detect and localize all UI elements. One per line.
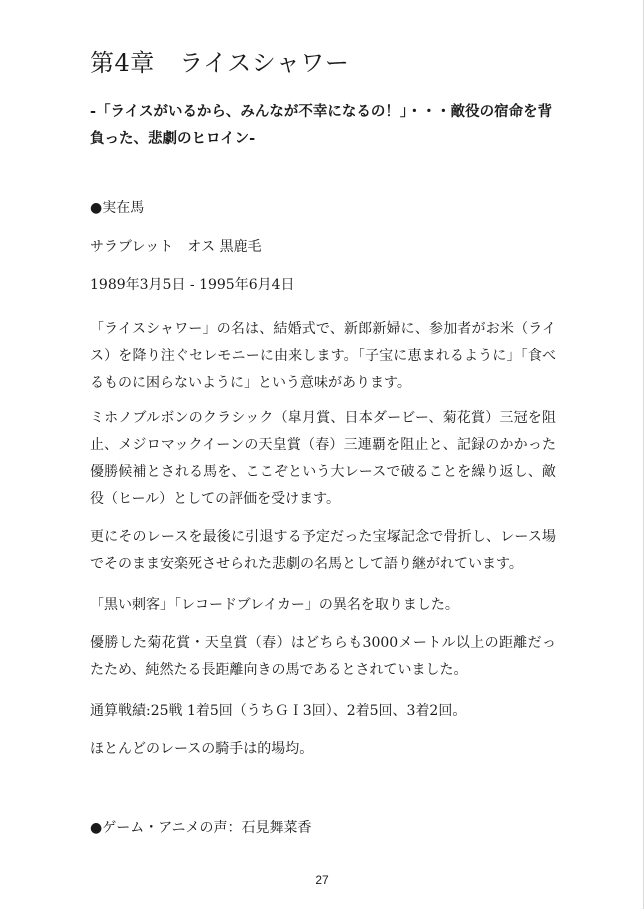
paragraph-long-distance: 優勝した菊花賞・天皇賞（春）はどちらも3000メートル以上の距離だったため、純然たる長距離向きの馬であるとされていました。 bbox=[90, 635, 556, 678]
chapter-subtitle: -「ライスがいるから、みんなが不幸になるの！」・・・敵役の宿命を背負った、悲劇のヒロイン- bbox=[90, 104, 553, 147]
paragraph-jockey: ほとんどのレースの騎手は的場均。 bbox=[90, 741, 314, 757]
real-horse-heading: ●実在馬 bbox=[90, 200, 145, 216]
paragraph-heel-role: ミホノブルボンのクラシック（皐月賞、日本ダービー、菊花賞）三冠を阻止、メジロマックイーンの天皇賞（春）三連覇を阻止と、記録のかかった優勝候補とされる馬を、ここぞという大レースで破ることを繰り返し、敵役（ヒール）としての評価を受けます。 bbox=[90, 410, 556, 507]
voice-actor-heading: ●ゲーム・アニメの声：石見舞菜香 bbox=[90, 820, 312, 836]
breed-line: サラブレット オス 黒鹿毛 bbox=[90, 239, 262, 255]
page-number: 27 bbox=[315, 873, 329, 887]
paragraph-name-origin: 「ライスシャワー」の名は、結婚式で、新郎新婦に、参加者がお米（ライス）を降り注ぐセレモニーに由来します。「子宝に恵まれるように」「食べるものに困らないように」という意味があります。 bbox=[90, 321, 556, 391]
paragraph-nicknames: 「黒い刺客」「レコードブレイカー」の異名を取りました。 bbox=[90, 597, 459, 613]
paragraph-tragedy: 更にそのレースを最後に引退する予定だった宝塚記念で骨折し、レース場でそのまま安楽死させられた悲劇の名馬として語り継がれています。 bbox=[90, 529, 556, 572]
chapter-title: 第4章 ライスシャワー bbox=[90, 49, 350, 77]
lifespan-line: 1989年3月5日 - 1995年6月4日 bbox=[90, 277, 295, 293]
paragraph-record: 通算戦績:25戦 1着5回（うちＧＩ3回）、2着5回、3着2回。 bbox=[90, 703, 467, 719]
